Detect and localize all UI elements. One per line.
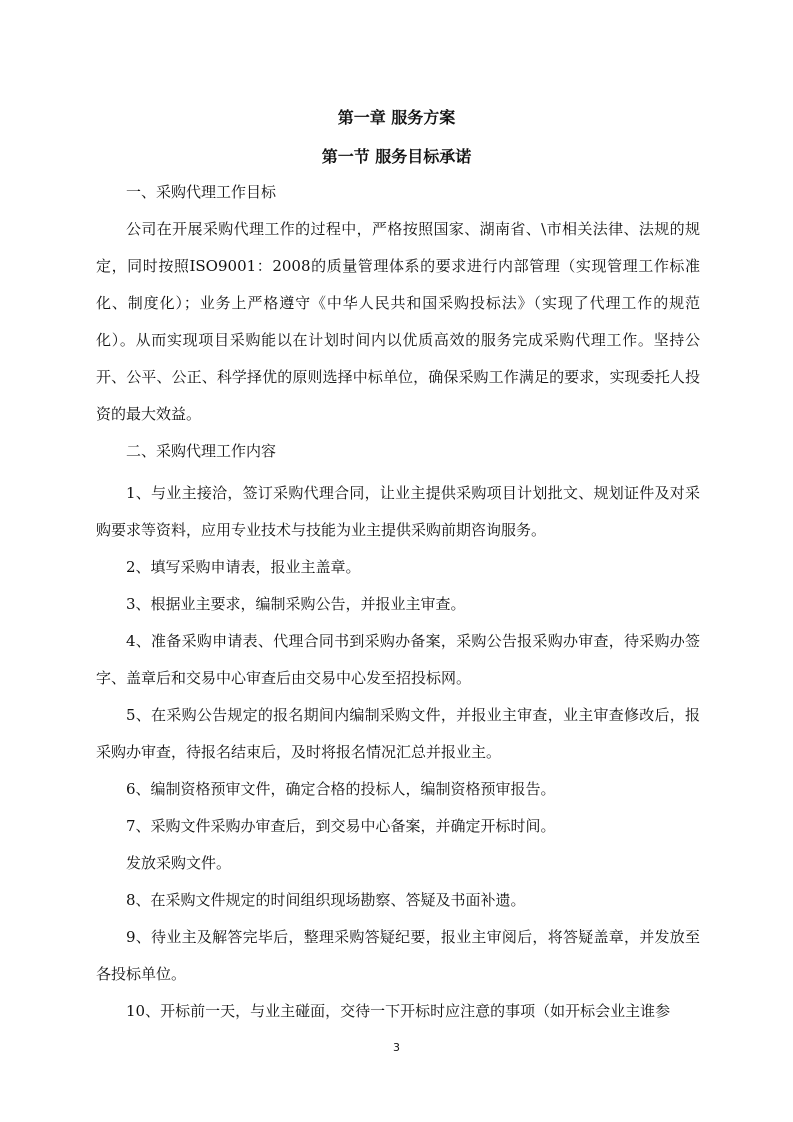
paragraph-item-7: 7、采购文件采购办审查后，到交易中心备案，并确定开标时间。 <box>126 817 556 835</box>
paragraph-item-6: 6、编制资格预审文件，确定合格的投标人，编制资格预审报告。 <box>126 780 556 798</box>
paragraph-item-5: 5、在采购公告规定的报名期间内编制采购文件，并报业主审查，业主审查修改后，报采购办审查，待报名结束后，及时将报名情况汇总并报业主。 <box>96 706 700 761</box>
section-title: 第一节 服务目标承诺 <box>321 147 472 166</box>
paragraph-item-1: 1、与业主接洽，签订采购代理合同，让业主提供采购项目计划批文、规划证件及对采购要求等资料，应用专业技术与技能为业主提供采购前期咨询服务。 <box>96 484 700 539</box>
paragraph-procurement-goal-heading: 一、采购代理工作目标 <box>126 183 277 201</box>
paragraph-item-4: 4、准备采购申请表、代理合同书到采购办备案，采购公告报采购办审查，待采购办签字、盖章后和交易中心审查后由交易中心发至招投标网。 <box>96 632 700 687</box>
chapter-title: 第一章 服务方案 <box>337 108 456 127</box>
paragraph-issue-documents: 发放采购文件。 <box>126 854 232 872</box>
paragraph-item-10: 10、开标前一天，与业主碰面，交待一下开标时应注意的事项（如开标会业主谁参 <box>126 1002 671 1020</box>
paragraph-item-2: 2、填写采购申请表，报业主盖章。 <box>126 558 361 576</box>
paragraph-procurement-goal-body: 公司在开展采购代理工作的过程中，严格按照国家、湖南省、\市相关法律、法规的规定，同时按照ISO9001：2008的质量管理体系的要求进行内部管理（实现管理工作标准化、制度化）；业务上严格遵守《中华人民共和国采购投标法》（实现了代理工作的规范化）。从而实现项目采购能以在计划时间内以优质高效的服务完成采购代理工作。坚持公开、公平、公正、科学择优的原则选择中标单位，确保采购工作满足的要求，实现委托人投资的最大效益。 <box>96 220 700 423</box>
paragraph-item-3: 3、根据业主要求，编制采购公告，并报业主审查。 <box>126 595 466 613</box>
paragraph-item-9: 9、待业主及解答完毕后，整理采购答疑纪要，报业主审阅后，将答疑盖章，并发放至各投标单位。 <box>96 928 700 983</box>
page-number: 3 <box>393 1041 400 1054</box>
paragraph-procurement-content-heading: 二、采购代理工作内容 <box>126 442 277 460</box>
paragraph-item-8: 8、在采购文件规定的时间组织现场勘察、答疑及书面补遗。 <box>126 891 526 909</box>
